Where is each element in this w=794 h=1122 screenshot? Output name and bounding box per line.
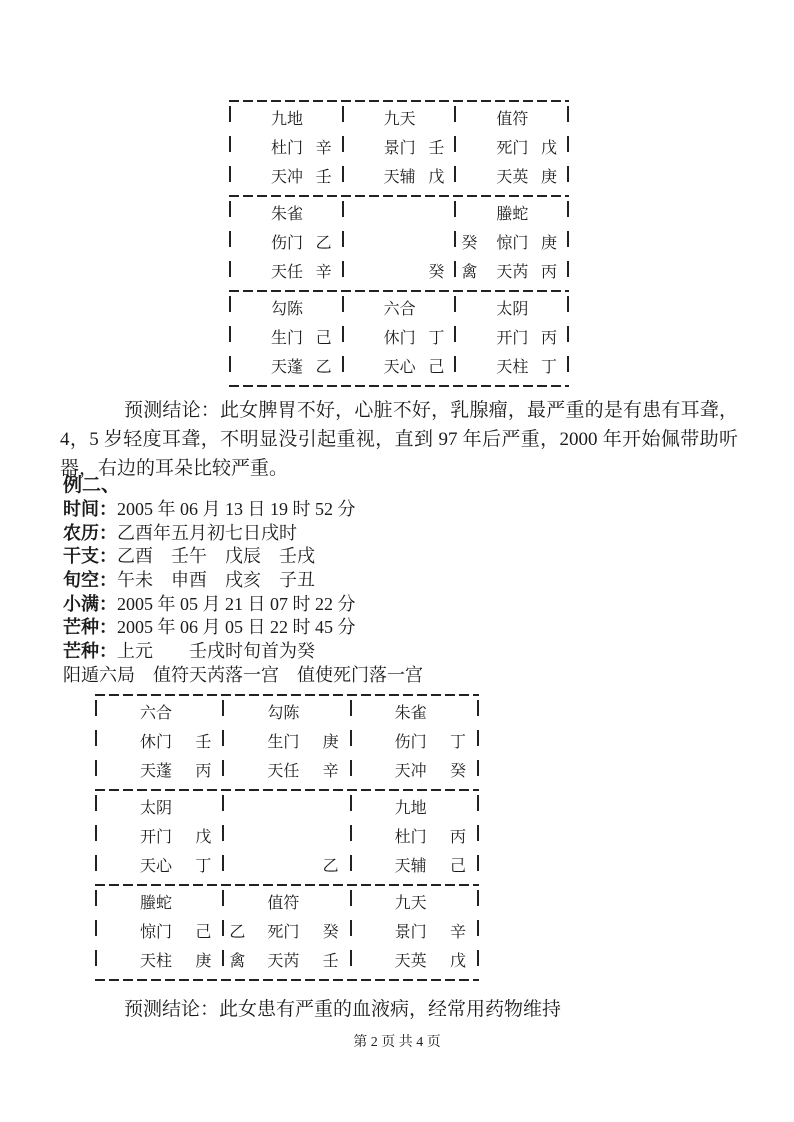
door-stem: 庚 — [541, 235, 558, 252]
door-name: 开门 — [140, 829, 173, 846]
info-label: 干支： — [63, 546, 117, 567]
lodged-star: 禽 — [461, 264, 478, 281]
star-stem: 丙 — [195, 763, 212, 780]
info-label: 芒种： — [63, 617, 117, 638]
info-value: 午未 申酉 戌亥 子丑 — [117, 570, 315, 591]
door-stem: 癸 — [322, 924, 339, 941]
door-name: 杜门 — [394, 829, 427, 846]
table-border-vertical — [567, 102, 569, 195]
palace-cell — [97, 696, 222, 789]
door-name: 休门 — [383, 330, 416, 347]
star-stem: 己 — [428, 359, 445, 376]
door-name: 惊门 — [140, 924, 173, 941]
chart-row — [95, 886, 479, 979]
star-name: 天任 — [271, 264, 304, 281]
info-label: 小满： — [63, 593, 117, 614]
palace-cell — [231, 102, 342, 195]
star-stem: 壬 — [315, 169, 332, 186]
star-stem: 癸 — [428, 264, 445, 281]
info-value: 乙酉 壬午 戊辰 壬戌 — [117, 546, 315, 567]
star-name: 天蓬 — [140, 763, 173, 780]
star-name: 天芮 — [267, 953, 300, 970]
lodged-star: 禽 — [229, 953, 246, 970]
door-stem: 丁 — [428, 330, 445, 347]
lodged-stem: 癸 — [461, 235, 478, 252]
star-stem: 丁 — [195, 858, 212, 875]
star-name: 天冲 — [271, 169, 304, 186]
god-name: 朱雀 — [271, 206, 304, 223]
star-stem: 乙 — [315, 359, 332, 376]
info-label: 芒种： — [63, 641, 117, 662]
palace-cell — [231, 292, 342, 385]
page-number-footer: 第 2 页 共 4 页 — [353, 1035, 441, 1050]
door-name: 惊门 — [496, 235, 529, 252]
palace-cell — [97, 886, 222, 979]
door-name: 杜门 — [271, 140, 304, 157]
door-stem: 庚 — [322, 734, 339, 751]
door-stem: 辛 — [315, 140, 332, 157]
door-stem: 乙 — [315, 235, 332, 252]
table-border-vertical — [567, 197, 569, 290]
star-name: 天英 — [496, 169, 529, 186]
star-name: 天辅 — [394, 858, 427, 875]
info-line-xiaoman — [63, 593, 423, 617]
table-border-horizontal — [95, 979, 479, 981]
star-stem: 壬 — [322, 953, 339, 970]
god-name: 九地 — [271, 111, 304, 128]
door-stem: 丙 — [449, 829, 466, 846]
table-border-vertical — [477, 791, 479, 884]
palace-cell — [224, 696, 349, 789]
table-border-vertical — [477, 696, 479, 789]
god-name: 太阴 — [140, 800, 173, 817]
door-name: 死门 — [267, 924, 300, 941]
god-name: 太阴 — [496, 301, 529, 318]
table-border-vertical — [567, 292, 569, 385]
star-stem: 乙 — [322, 858, 339, 875]
info-line-time — [63, 498, 423, 522]
chart-row — [229, 102, 569, 195]
prediction-paragraph-1: 预测结论：此女脾胃不好，心脏不好，乳腺瘤，最严重的是有患有耳聋，4，5 岁轻度耳聋，不明显没引起重视，直到 97 年后严重，2000 年开始佩带助听器，右边的耳朵比较严重。 — [60, 400, 738, 479]
info-line-lunar — [63, 522, 423, 546]
palace-cell — [456, 197, 567, 290]
star-name: 天英 — [394, 953, 427, 970]
door-name: 死门 — [496, 140, 529, 157]
door-name: 休门 — [140, 734, 173, 751]
palace-cell — [231, 197, 342, 290]
info-line-mangzhong — [63, 616, 423, 640]
star-name: 天芮 — [496, 264, 529, 281]
god-name: 勾陈 — [271, 301, 304, 318]
god-name: 螣蛇 — [140, 895, 173, 912]
lodged-stem: 乙 — [229, 924, 246, 941]
table-border-horizontal — [229, 385, 569, 387]
palace-cell — [344, 292, 455, 385]
star-name: 天辅 — [383, 169, 416, 186]
star-name: 天柱 — [496, 359, 529, 376]
info-label: 时间： — [63, 499, 117, 519]
palace-cell-empty — [344, 197, 455, 290]
door-name: 伤门 — [394, 734, 427, 751]
palace-cell — [352, 791, 477, 884]
palace-cell — [456, 292, 567, 385]
palace-cell-empty — [224, 791, 349, 884]
god-name: 值符 — [267, 895, 300, 912]
qimen-chart-1 — [229, 100, 569, 387]
star-stem: 戊 — [449, 953, 466, 970]
info-value: 2005 年 06 月 05 日 22 时 45 分 — [117, 617, 356, 638]
door-stem: 壬 — [195, 734, 212, 751]
palace-cell — [352, 696, 477, 789]
table-border-vertical — [477, 886, 479, 979]
info-value: 阳遁六局 值符天芮落一宫 值使死门落一宫 — [63, 664, 423, 685]
star-name: 天柱 — [140, 953, 173, 970]
star-stem: 庚 — [541, 169, 558, 186]
door-name: 景门 — [383, 140, 416, 157]
god-name: 值符 — [496, 111, 529, 128]
star-stem: 丁 — [541, 359, 558, 376]
star-stem: 庚 — [195, 953, 212, 970]
star-name: 天任 — [267, 763, 300, 780]
palace-cell — [456, 102, 567, 195]
chart-row — [229, 197, 569, 290]
info-label: 农历： — [63, 522, 117, 543]
example2-info-block — [63, 498, 423, 688]
god-name: 勾陈 — [267, 705, 300, 722]
chart-row — [95, 696, 479, 789]
door-stem: 丙 — [541, 330, 558, 347]
info-line-xunkong — [63, 569, 423, 593]
prediction-paragraph-2: 预测结论：此女患有严重的血液病，经常用药物维持 — [124, 999, 562, 1020]
door-stem: 戊 — [541, 140, 558, 157]
door-stem: 己 — [315, 330, 332, 347]
chart-row — [95, 791, 479, 884]
god-name: 六合 — [140, 705, 173, 722]
star-name: 天心 — [383, 359, 416, 376]
god-name: 九天 — [383, 111, 416, 128]
door-stem: 辛 — [449, 924, 466, 941]
god-name: 九地 — [394, 800, 427, 817]
star-name: 天心 — [140, 858, 173, 875]
info-line-ganzhi — [63, 545, 423, 569]
god-name: 九天 — [394, 895, 427, 912]
palace-cell — [352, 886, 477, 979]
info-line-ju — [63, 664, 423, 688]
star-stem: 辛 — [315, 264, 332, 281]
door-name: 景门 — [394, 924, 427, 941]
god-name: 朱雀 — [394, 705, 427, 722]
star-stem: 丙 — [541, 264, 558, 281]
qimen-chart-2 — [95, 694, 479, 981]
star-stem: 辛 — [322, 763, 339, 780]
star-name: 天蓬 — [271, 359, 304, 376]
door-name: 生门 — [271, 330, 304, 347]
info-label: 旬空： — [63, 570, 117, 591]
chart-row — [229, 292, 569, 385]
info-value: 乙酉年五月初七日戌时 — [117, 522, 297, 543]
door-stem: 丁 — [449, 734, 466, 751]
info-value: 上元 壬戌时旬首为癸 — [117, 641, 315, 662]
door-name: 开门 — [496, 330, 529, 347]
god-name: 六合 — [383, 301, 416, 318]
door-name: 伤门 — [271, 235, 304, 252]
star-stem: 癸 — [449, 763, 466, 780]
god-name: 螣蛇 — [496, 206, 529, 223]
example2-heading: 例二、 — [63, 475, 121, 496]
star-stem: 戊 — [428, 169, 445, 186]
palace-cell — [344, 102, 455, 195]
door-stem: 壬 — [428, 140, 445, 157]
palace-cell — [97, 791, 222, 884]
palace-cell — [224, 886, 349, 979]
door-stem: 己 — [195, 924, 212, 941]
star-stem: 己 — [449, 858, 466, 875]
info-value: 2005 年 06 月 13 日 19 时 52 分 — [117, 499, 356, 519]
info-value: 2005 年 05 月 21 日 07 时 22 分 — [117, 593, 356, 614]
info-line-yuan — [63, 640, 423, 664]
star-name: 天冲 — [394, 763, 427, 780]
door-stem: 戊 — [195, 829, 212, 846]
door-name: 生门 — [267, 734, 300, 751]
